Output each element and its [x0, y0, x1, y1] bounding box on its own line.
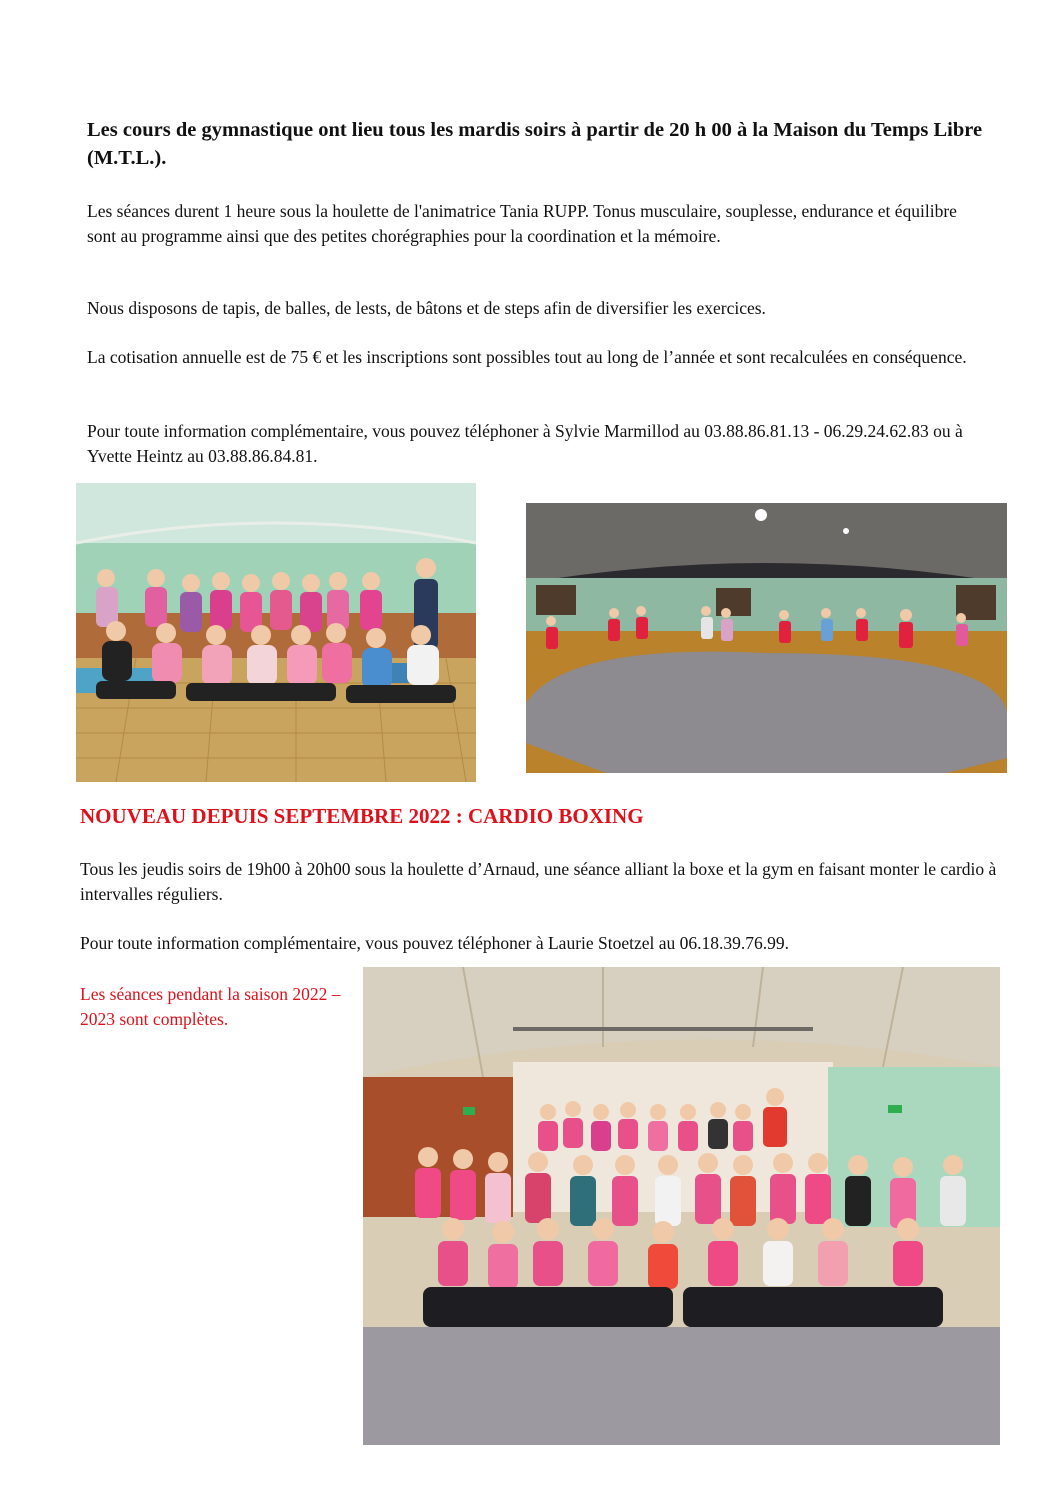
photo-cardio-boxing-group	[363, 967, 1000, 1445]
gym-heading: Les cours de gymnastique ont lieu tous les mardis soirs à partir de 20 h 00 à la Maison du Temps Libre (M.T.L.).	[87, 119, 983, 169]
gym-paragraph-equipment: Nous disposons de tapis, de balles, de lests, de bâtons et de steps afin de diversifier les exercices.	[87, 298, 766, 318]
photo-gym-class	[526, 503, 1007, 773]
cardio-full-notice: Les séances pendant la saison 2022 – 2023 sont complètes.	[80, 984, 341, 1029]
cardio-section-title: NOUVEAU DEPUIS SEPTEMBRE 2022 : CARDIO BOXING	[80, 804, 644, 828]
cardio-paragraph-contact: Pour toute information complémentaire, vous pouvez téléphoner à Laurie Stoetzel au 06.18.39.76.99.	[80, 933, 790, 953]
gym-paragraph-fee: La cotisation annuelle est de 75 € et les inscriptions sont possibles tout au long de l’année et sont recalculées en conséquence.	[87, 347, 967, 367]
gym-paragraph-sessions: Les séances durent 1 heure sous la houlette de l'animatrice Tania RUPP. Tonus musculaire, souplesse, endurance et équilibre sont au programme ainsi que des petites chorégraphies pour la coordination et la mémoire.	[87, 201, 957, 246]
cardio-paragraph-schedule: Tous les jeudis soirs de 19h00 à 20h00 sous la houlette d’Arnaud, une séance alliant la boxe et la gym en faisant monter le cardio à intervalles réguliers.	[80, 859, 997, 904]
gym-paragraph-contact: Pour toute information complémentaire, vous pouvez téléphoner à Sylvie Marmillod au 03.88.86.81.13 - 06.29.24.62.83 ou à Yvette Heintz au 03.88.86.84.81.	[87, 421, 963, 466]
photo-gym-group	[76, 483, 476, 782]
